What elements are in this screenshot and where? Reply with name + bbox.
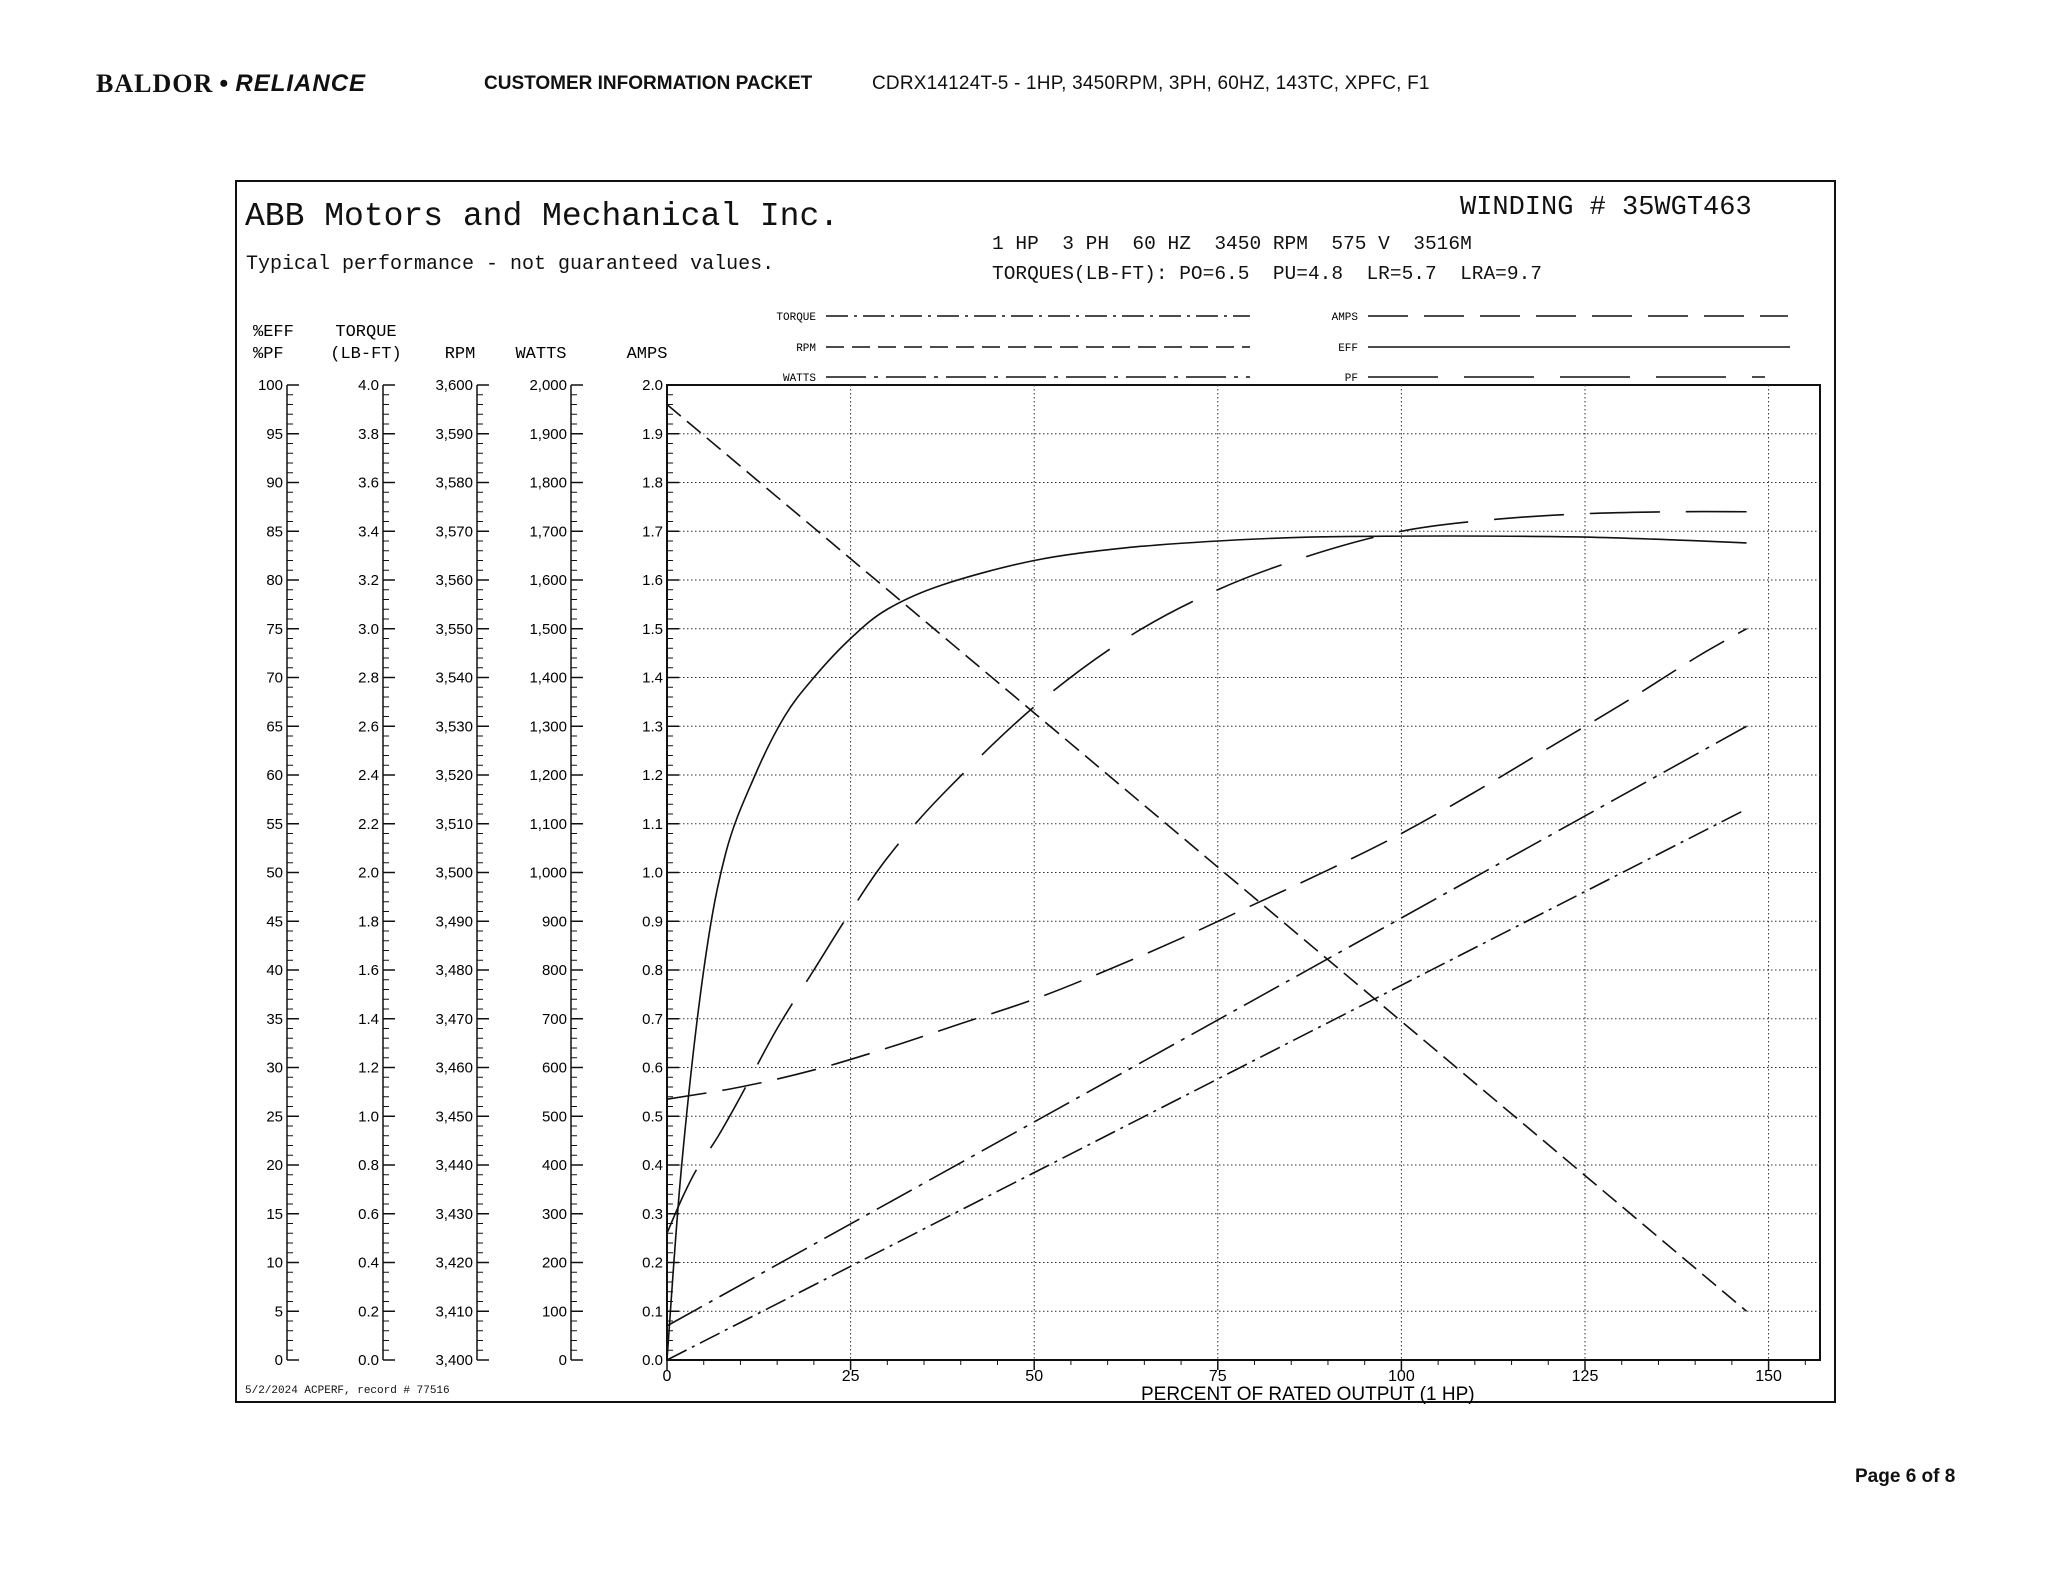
y-tick-label: 800 [541, 962, 567, 979]
y-tick-label: 500 [541, 1108, 567, 1126]
y-tick-label: 25 [266, 1108, 283, 1126]
y-tick-label: 0.0 [358, 1352, 379, 1369]
y-tick-label: 3,440 [435, 1157, 473, 1174]
y-tick-label: 1.8 [358, 913, 379, 931]
company-name: ABB Motors and Mechanical Inc. [245, 198, 840, 235]
typical-note: Typical performance - not guaranteed values. [246, 253, 775, 276]
y-tick-label: 3,530 [435, 718, 473, 736]
y-tick-label: 1.4 [358, 1010, 379, 1028]
x-tick-label: 25 [841, 1368, 860, 1385]
y-tick-label: 3,410 [435, 1303, 473, 1321]
y-tick-label: 5 [274, 1303, 283, 1321]
legend-label: PF [1344, 373, 1358, 385]
y-tick-label: 75 [266, 620, 283, 638]
y-tick-label: 200 [541, 1254, 567, 1272]
y-tick-label: 3,430 [435, 1205, 473, 1223]
y-axis-title: RPM [444, 345, 476, 364]
y-tick-label: 1,400 [529, 669, 567, 687]
winding-number: WINDING # 35WGT463 [1460, 193, 1752, 223]
logo-reliance: RELIANCE [235, 70, 367, 97]
y-tick-label: 3,590 [435, 425, 473, 443]
y-tick-label: 0.4 [358, 1254, 379, 1272]
y-tick-label: 90 [266, 474, 283, 492]
y-tick-label: 1.6 [642, 572, 663, 589]
y-tick-label: 85 [266, 523, 283, 541]
y-axis-title: (LB-FT) [330, 345, 402, 364]
x-tick-label: 75 [1208, 1368, 1227, 1385]
y-tick-label: 1.0 [642, 864, 663, 882]
y-tick-label: 3.8 [358, 425, 379, 443]
model-description: CDRX14124T-5 - 1HP, 3450RPM, 3PH, 60HZ, 143TC, XPFC, F1 [872, 73, 1430, 94]
page-number: Page 6 of 8 [1855, 1466, 1956, 1487]
y-tick-label: 3,520 [435, 767, 473, 784]
y-tick-label: 3.4 [358, 523, 379, 541]
y-tick-label: 0.4 [642, 1157, 663, 1174]
x-tick-label: 50 [1025, 1368, 1044, 1385]
y-tick-label: 40 [266, 962, 283, 979]
y-tick-label: 3,480 [435, 962, 473, 979]
y-tick-label: 3,550 [435, 620, 473, 638]
motor-spec-line: 1 HP 3 PH 60 HZ 3450 RPM 575 V 3516M [992, 233, 1472, 255]
legend-label: AMPS [1331, 312, 1358, 324]
y-tick-label: 1.1 [642, 815, 663, 833]
y-tick-label: 3,570 [435, 523, 473, 541]
y-tick-label: 3,420 [435, 1254, 473, 1272]
y-tick-label: 3.0 [358, 620, 379, 638]
y-tick-label: 95 [266, 425, 283, 443]
y-tick-label: 2.0 [642, 377, 663, 394]
y-tick-label: 2.8 [358, 669, 379, 687]
y-tick-label: 3.2 [358, 572, 379, 589]
y-tick-label: 60 [266, 767, 283, 784]
legend-label: WATTS [782, 373, 816, 385]
y-axis-title: TORQUE [335, 323, 397, 342]
y-tick-label: 1,700 [529, 523, 567, 541]
record-note: 5/2/2024 ACPERF, record # 77516 [245, 1385, 450, 1397]
y-tick-label: 1.4 [642, 669, 663, 687]
y-tick-label: 1,200 [529, 767, 567, 784]
y-tick-label: 35 [266, 1010, 283, 1028]
y-tick-label: 0.7 [642, 1010, 663, 1028]
y-tick-label: 1,500 [529, 620, 567, 638]
y-axis-title: WATTS [515, 345, 567, 364]
y-tick-label: 900 [541, 913, 567, 931]
y-tick-label: 3,400 [435, 1352, 473, 1369]
y-tick-label: 1.8 [642, 474, 663, 492]
y-tick-label: 80 [266, 572, 283, 589]
x-tick-label: 150 [1755, 1368, 1782, 1385]
y-tick-label: 1,800 [529, 474, 567, 492]
y-tick-label: 2.2 [358, 815, 379, 833]
y-tick-label: 2,000 [529, 377, 567, 394]
y-tick-label: 0.8 [642, 962, 663, 979]
y-tick-label: 4.0 [358, 377, 379, 394]
y-tick-label: 1,000 [529, 864, 567, 882]
legend-label: EFF [1338, 343, 1358, 355]
y-tick-label: 1.6 [358, 962, 379, 979]
x-axis-label: PERCENT OF RATED OUTPUT (1 HP) [1140, 1384, 1475, 1405]
y-tick-label: 0.3 [642, 1205, 663, 1223]
y-tick-label: 0.5 [642, 1108, 663, 1126]
y-tick-label: 15 [266, 1205, 283, 1223]
legend-label: TORQUE [776, 312, 816, 324]
packet-title: CUSTOMER INFORMATION PACKET [484, 73, 813, 94]
y-tick-label: 3,580 [435, 474, 473, 492]
y-tick-label: 65 [266, 718, 283, 736]
series-amps-line [667, 629, 1747, 1099]
x-tick-label: 0 [662, 1368, 672, 1385]
y-tick-label: 70 [266, 669, 283, 687]
y-tick-label: 3,490 [435, 913, 473, 931]
y-tick-label: 1.2 [642, 767, 663, 784]
y-tick-label: 0.0 [642, 1352, 663, 1369]
y-tick-label: 50 [266, 864, 283, 882]
y-tick-label: 1.2 [358, 1059, 379, 1077]
y-tick-label: 1,600 [529, 572, 567, 589]
x-tick-label: 100 [1388, 1368, 1415, 1385]
y-tick-label: 3,450 [435, 1108, 473, 1126]
logo-dot: • [219, 69, 230, 98]
y-axis-title: %EFF [253, 323, 294, 342]
y-tick-label: 55 [266, 815, 283, 833]
y-tick-label: 1.9 [642, 425, 663, 443]
y-tick-label: 20 [266, 1157, 283, 1174]
y-tick-label: 0.9 [642, 913, 663, 931]
y-tick-label: 1,100 [529, 815, 567, 833]
y-tick-label: 0.8 [358, 1157, 379, 1174]
y-tick-label: 0 [558, 1352, 567, 1369]
y-tick-label: 600 [541, 1059, 567, 1077]
logo-baldor: BALDOR [96, 69, 214, 98]
y-tick-label: 300 [541, 1205, 567, 1223]
y-tick-label: 2.6 [358, 718, 379, 736]
y-tick-label: 2.0 [358, 864, 379, 882]
y-tick-label: 0.6 [358, 1205, 379, 1223]
y-tick-label: 100 [541, 1303, 567, 1321]
y-tick-label: 3,510 [435, 815, 473, 833]
y-tick-label: 0.2 [358, 1303, 379, 1321]
y-tick-label: 1,300 [529, 718, 567, 736]
y-tick-label: 1,900 [529, 425, 567, 443]
y-tick-label: 100 [257, 377, 283, 394]
y-tick-label: 30 [266, 1059, 283, 1077]
y-tick-label: 3.6 [358, 474, 379, 492]
y-tick-label: 3,460 [435, 1059, 473, 1077]
y-tick-label: 1.7 [642, 523, 663, 541]
y-tick-label: 3,600 [435, 377, 473, 394]
y-tick-label: 1.3 [642, 718, 663, 736]
y-tick-label: 10 [266, 1254, 283, 1272]
y-axis-title: %PF [253, 345, 284, 364]
y-tick-label: 700 [541, 1010, 567, 1028]
y-tick-label: 3,560 [435, 572, 473, 589]
y-tick-label: 0.2 [642, 1254, 663, 1272]
x-tick-label: 125 [1571, 1368, 1599, 1385]
y-tick-label: 2.4 [358, 767, 379, 784]
legend-label: RPM [796, 343, 816, 355]
y-tick-label: 3,540 [435, 669, 473, 687]
torque-spec-line: TORQUES(LB-FT): PO=6.5 PU=4.8 LR=5.7 LRA=9.7 [992, 263, 1542, 285]
y-tick-label: 1.5 [642, 620, 663, 638]
y-tick-label: 3,470 [435, 1010, 473, 1028]
y-tick-label: 3,500 [435, 864, 473, 882]
y-tick-label: 1.0 [358, 1108, 379, 1126]
y-tick-label: 0.1 [642, 1303, 663, 1321]
y-axis-title: AMPS [626, 345, 668, 364]
y-tick-label: 400 [541, 1157, 567, 1174]
y-tick-label: 0 [274, 1352, 283, 1369]
y-tick-label: 45 [266, 913, 283, 931]
y-tick-label: 0.6 [642, 1059, 663, 1077]
